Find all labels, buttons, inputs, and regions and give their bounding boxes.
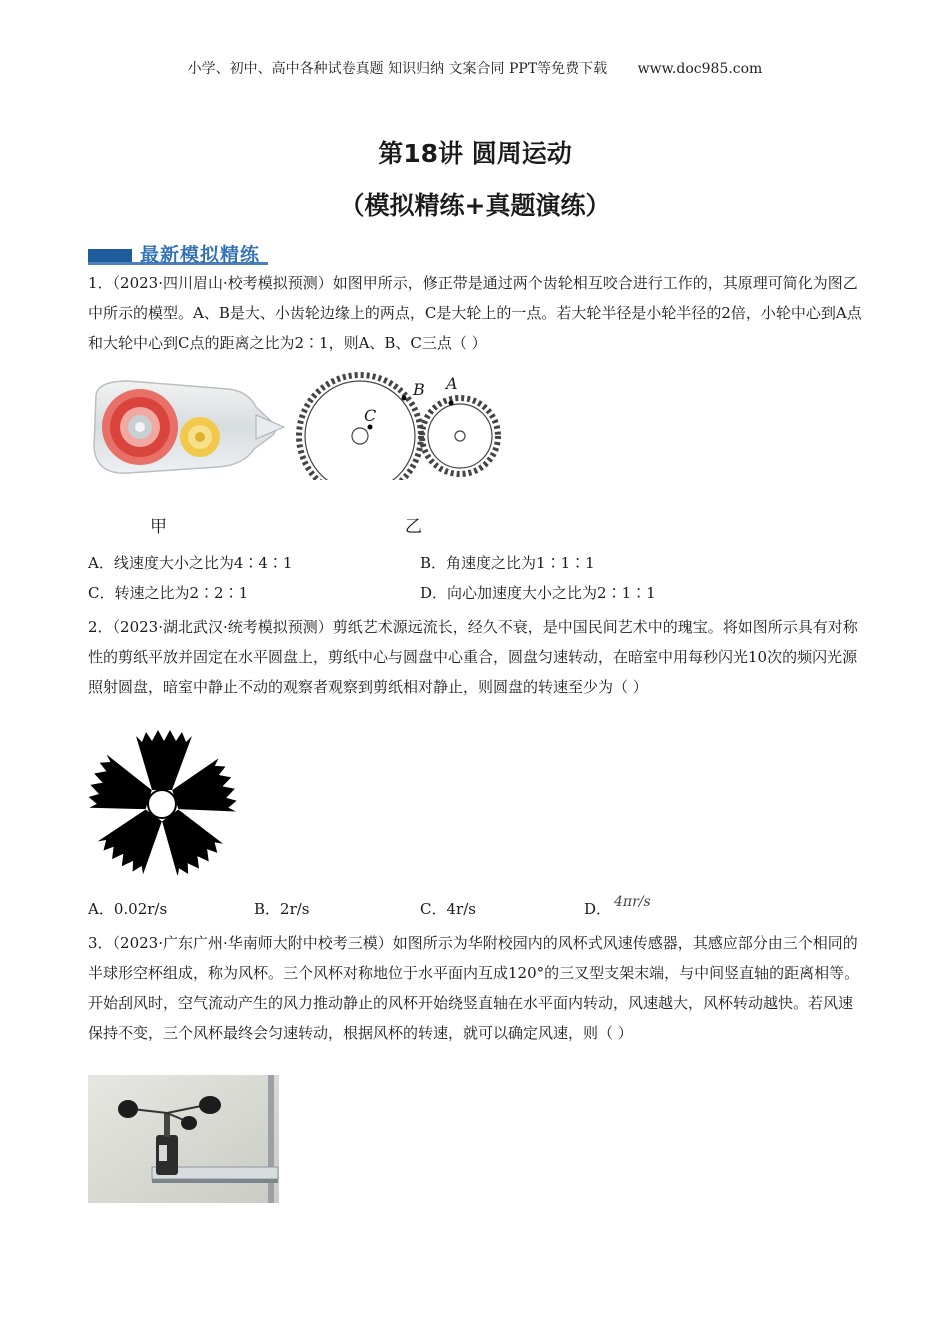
- label-point-b: B: [413, 380, 425, 399]
- figure-jia-caption: 甲: [150, 517, 167, 537]
- section-heading: [88, 240, 288, 270]
- q2-option-d-value: 4πr/s: [614, 894, 651, 910]
- q1-option-c: C．转速之比为2∶2∶1: [88, 584, 249, 602]
- q1-option-d: D．向心加速度大小之比为2∶1∶1: [420, 584, 656, 602]
- q1-option-a: A．线速度大小之比为4∶4∶1: [88, 554, 293, 572]
- q2-option-d: D．: [584, 900, 612, 918]
- correction-tape-photo: [88, 377, 288, 477]
- question-1-text: 1．（2023·四川眉山·校考模拟预测）如图甲所示，修正带是通过两个齿轮相互咬合进行工作的，其原理可简化为图乙中所示的模型。A、B是大、小齿轮边缘上的两点，C是大轮上的一点。若大轮半径是小轮半径的2倍，小轮中心到A点和大轮中心到C点的距离之比为2∶1，则A、B、C三点（ ）: [88, 274, 862, 352]
- question-2-text: 2．（2023·湖北武汉·统考模拟预测）剪纸艺术源远流长，经久不衰，是中国民间艺术中的瑰宝。将如图所示具有对称性的剪纸平放并固定在水平圆盘上，剪纸中心与圆盘中心重合，圆盘匀速转动，在暗室中用每秒闪光10次的频闪光源照射圆盘，暗室中静止不动的观察者观察到剪纸相对静止，则圆盘的转速至少为（ ）: [88, 618, 858, 696]
- q2-option-b: B．2r/s: [254, 900, 310, 918]
- gear-diagram: [296, 370, 506, 480]
- label-point-c: C: [364, 406, 377, 425]
- question-3-text: 3．（2023·广东广州·华南师大附中校考三模）如图所示为华附校园内的风杯式风速传感器，其感应部分由三个相同的半球形空杯组成，称为风杯。三个风杯对称地位于水平面内互成120°的三叉型支架末端，与中间竖直轴的距离相等。开始刮风时，空气流动产生的风力推动静止的风杯开始绕竖直轴在水平面内转动，风速越大，风杯转动越快。若风速保持不变，三个风杯最终会匀速转动，根据风杯的转速，就可以确定风速，则（ ）: [88, 934, 860, 1042]
- paper-cut-figure: [88, 730, 238, 875]
- section-bar-icon: [88, 249, 132, 262]
- label-point-a: A: [446, 374, 458, 393]
- anemometer-photo: [88, 1075, 279, 1203]
- section-label: 最新模拟精练: [140, 244, 261, 266]
- q1-option-b: B．角速度之比为1∶1∶1: [420, 554, 595, 572]
- figure-yi-caption: 乙: [405, 517, 422, 537]
- q2-option-a: A．0.02r/s: [88, 900, 168, 918]
- header-text: 小学、初中、高中各种试卷真题 知识归纳 文案合同 PPT等免费下载: [187, 61, 608, 77]
- lecture-title: 第18讲 圆周运动: [378, 139, 572, 168]
- page-header: [0, 58, 950, 78]
- q2-option-c: C．4r/s: [420, 900, 476, 918]
- lecture-subtitle: （模拟精练+真题演练）: [339, 191, 611, 220]
- header-url[interactable]: www.doc985.com: [637, 61, 763, 77]
